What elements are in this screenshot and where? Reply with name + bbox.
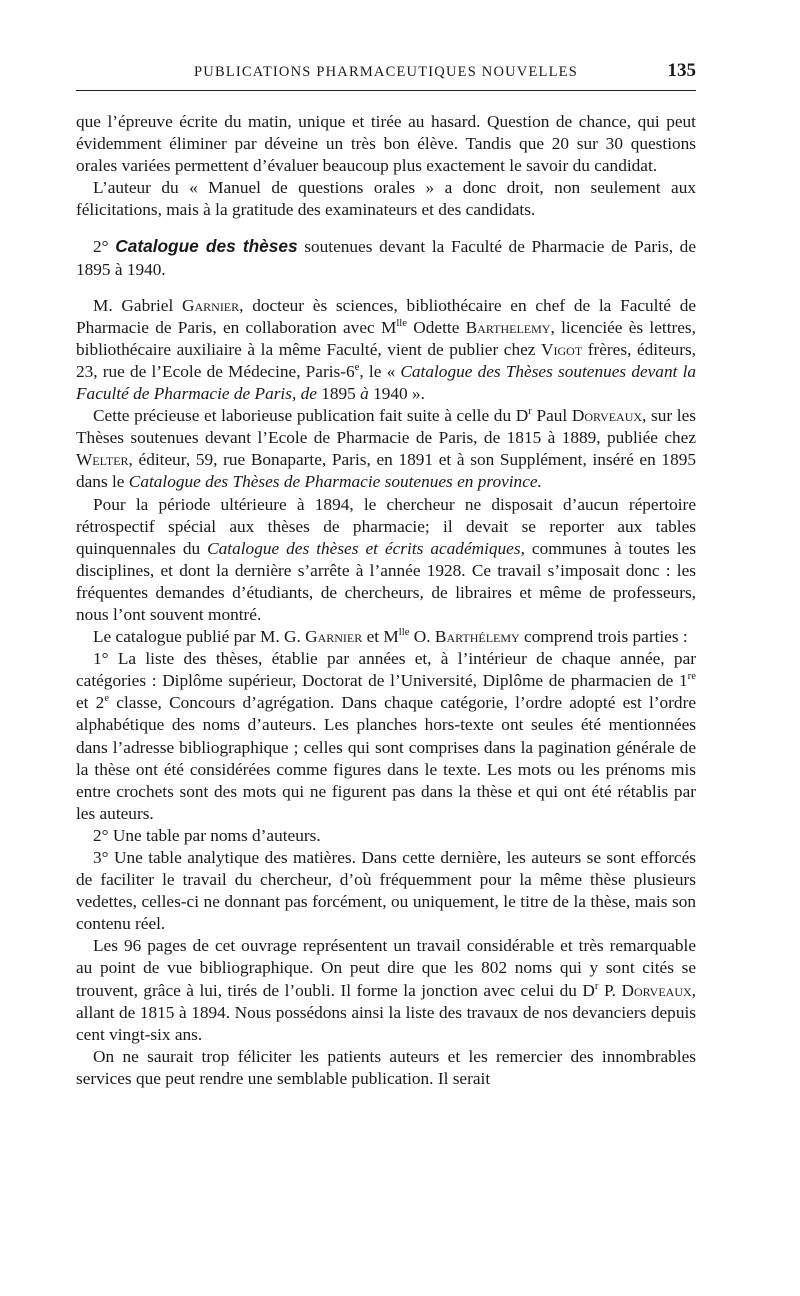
text-run: frères, éditeurs, 23, rue de l’Ecole de Médecine, Paris-6 [76,339,696,381]
paragraph [76,235,696,280]
text-run: Paul [531,406,572,426]
text-run: 2° [93,237,116,257]
paragraph [76,295,696,405]
text-run: Cette précieuse et laborieuse publication fait suite à celle du D [93,406,529,426]
paragraph [76,648,696,825]
text-run: e [104,692,110,705]
text-run: , allant de 1815 à 1894. Nous possédons ainsi la liste des travaux de nos devanciers depuis cent vingt-six ans. [76,980,696,1044]
text-run: 1895 [316,384,361,404]
text-run: , éditeur, 59, rue Bonaparte, Paris, en 1891 et à son Supplément, inséré en 1895 dans le [76,450,696,492]
text-run: M. Gabriel [93,295,182,315]
text-run: Vigot [541,339,583,359]
paragraph [76,1046,696,1090]
text-run: Catalogue des thèses [115,236,298,257]
text-run: Dorveaux [571,406,643,426]
text-run: Odette [407,317,466,337]
paragraph [76,847,696,935]
text-run: lle [398,626,410,639]
text-run: Catalogue des Thèses soutenues devant la Faculté de Pharmacie de Paris, de [76,361,697,404]
text-run: et 2 [76,693,105,713]
text-run: Barthélemy [434,627,520,647]
text-run: comprend trois parties : [519,627,688,647]
page-number: 135 [667,60,696,81]
text-run: 2° Une table par noms d’auteurs. [93,825,321,845]
paragraph [76,177,696,221]
paragraph [76,494,696,627]
text-run: à [360,384,369,404]
text-run: Pour la période ultérieure à 1894, le chercheur ne disposait d’aucun répertoire rétrospectif spécial aux thèses de pharmacie; il devait se reporter aux tables quinquennales du [76,494,696,558]
text-run: Garnier [305,627,363,647]
text-run: , docteur ès sciences, bibliothécaire en chef de la Faculté de Pharmacie de Paris, en collaboration avec M [76,295,697,337]
text-run: Catalogue des Thèses de Pharmacie soutenues en province. [128,472,542,492]
text-run: 3° Une table analytique des matières. Dans cette dernière, les auteurs se sont efforcés de faciliter le travail du chercheur, d’où fréquemment pour la même thèse plusieurs vedettes, celles-ci ne donnant pas forcément, ou uniquement, le titre de la thèse, mais son contenu réel. [76,848,696,934]
paragraph [76,111,696,177]
text-run: que l’épreuve écrite du matin, unique et tirée au hasard. Question de chance, qui peut évidemment éliminer par déveine un très bon élève. Tandis que 20 sur 30 questions orales variées permettent d’évaluer beaucoup plus exactement le savoir du candidat. [76,112,696,176]
text-run: r [528,405,532,418]
paragraph [76,825,696,847]
text-run: Le catalogue publié par M. G. [93,627,306,647]
text-run: soutenues devant la Faculté de Pharmacie de Paris, de 1895 à 1940. [76,237,696,279]
text-run: 1° La liste des thèses, établie par années et, à l’intérieur de chaque année, par catégories : Diplôme supérieur, Doctorat de l’Université, Diplôme de pharmacien de 1 [76,649,696,691]
text-run: On ne saurait trop féliciter les patients auteurs et les remercier des innombrables services que peut rendre une semblable publication. Il serait [76,1046,696,1088]
text-run: O. [409,627,435,647]
text-run: P. [598,980,622,1000]
text-run: L’auteur du « Manuel de questions orales » a donc droit, non seulement aux félicitations, mais à la gratitude des examinateurs et des candidats. [76,178,696,220]
running-title: PUBLICATIONS PHARMACEUTIQUES NOUVELLES [194,64,578,80]
text-run: Dorveaux [621,980,692,1000]
text-run: re [687,670,696,683]
text-run: Les 96 pages de cet ouvrage représentent un travail considérable et très remarquable au point de vue bibliographique. On peut dire que les 802 noms qui y sont cités se trouvent, grâce à lui, tirés de l’oubli. Il forme la jonction avec celui du D [76,936,696,1000]
text-run: , communes à toutes les disciplines, et dont la dernière s’arrête à l’année 1928. Ce travail s’imposait donc : les fréquentes demandes d’étudiants, de chercheurs, de libraires et même de professeurs, nous l’ont souvent montré. [76,538,696,624]
text-run: Garnier [182,295,240,315]
body-text [76,111,696,1090]
text-run: 1940 ». [368,384,425,404]
text-run: e [354,361,360,374]
text-run: , le « [359,361,401,381]
text-run: Welter [76,450,129,470]
paragraph [76,405,696,493]
text-run: Catalogue des thèses et écrits académiques [207,538,521,558]
text-run: r [594,979,599,992]
text-run: Barthelemy [465,317,551,337]
text-run: , licenciée ès lettres, bibliothécaire auxiliaire à la même Faculté, vient de publier chez [76,317,696,359]
text-run: classe, Concours d’agrégation. Dans chaque catégorie, l’ordre adopté est l’ordre alphabétique des noms d’auteurs. Les planches hors-texte ont seules été mentionnées dans l’adresse bibliographique ; celles qui sont comprises dans la pagination générale de la thèse ont été considérées comme figures dans le texte. Les mots ou les prénoms mis entre crochets sont des mots qui ne figurent pas dans la thèse et qui ont été rétablis par les auteurs. [76,693,696,823]
text-run: , sur les Thèses soutenues devant l’Ecole de Pharmacie de Paris, de 1815 à 1889, publiée chez [76,406,696,448]
paragraph [76,935,696,1045]
text-run: et M [362,627,399,647]
running-header [76,60,696,91]
text-run: lle [396,316,408,329]
paragraph [76,626,696,648]
